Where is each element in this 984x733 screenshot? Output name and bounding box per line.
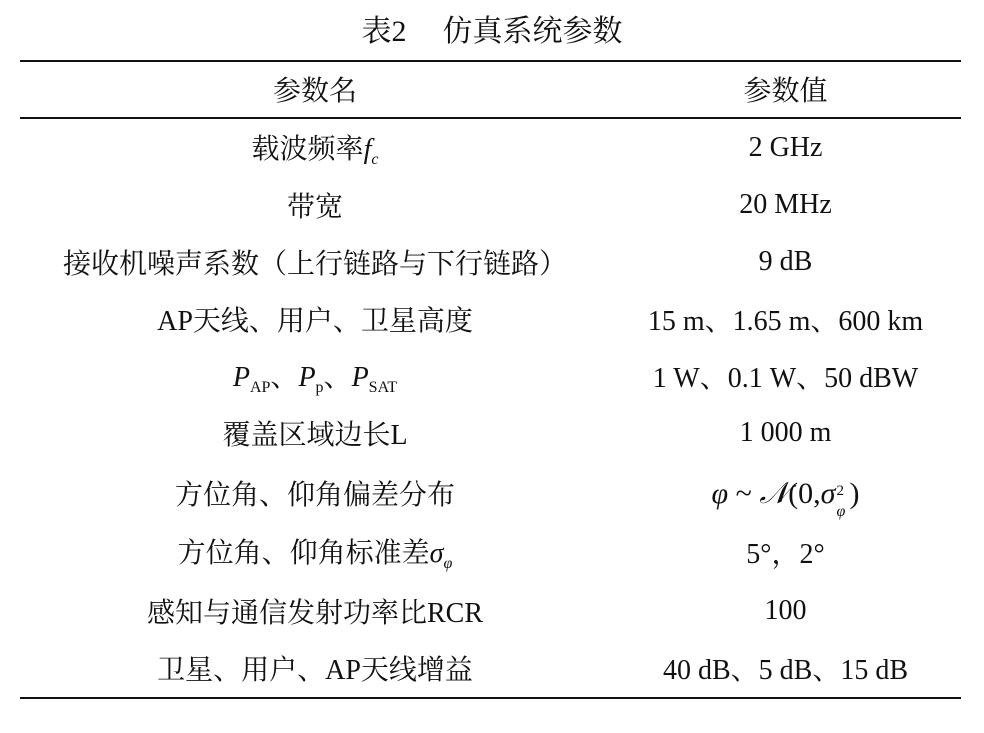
row-name: 覆盖区域边长L [222,420,408,451]
row-value: 5°，2° [746,539,825,570]
row-name: 感知与通信发射功率比RCR [146,598,484,629]
row-value: 1 W、0.1 W、50 dBW [652,363,919,394]
table-row [20,523,961,581]
row-value-formula: φ ~ 𝒩(0,σ 2 φ ) [711,475,860,520]
table-row [20,119,961,177]
table-row [20,233,961,291]
bottom-rule [20,697,961,699]
row-name: 接收机噪声系数（上行链路与下行链路） [62,249,567,280]
header-param-value: 参数值 [743,75,828,107]
table-row [20,639,961,697]
table-row [20,582,961,640]
row-value: 100 [764,595,807,626]
row-name: $P_{AP}$、$P_p$、$P_{SAT}$ [232,362,398,396]
table-row [20,290,961,348]
row-value: 20 MHz [739,189,832,220]
table-header-row [20,60,961,117]
row-name: 方位角、仰角标准差$\sigma_\varphi$ [177,538,453,572]
row-value: 40 dB、5 dB、15 dB [662,655,909,686]
row-value: 1 000 m [739,417,832,448]
table-caption [0,12,984,52]
table-number: 表2 [361,15,407,48]
row-value: 9 dB [758,246,813,277]
row-value: 15 m、1.65 m、600 km [647,306,924,337]
table-row [20,463,961,523]
row-name: 方位角、仰角偏差分布 [174,480,455,511]
header-param-name: 参数名 [272,75,357,107]
row-name: 载波频率$f_c$ [251,134,379,168]
row-value: 2 GHz [748,132,823,163]
row-name: 带宽 [286,192,343,223]
row-name: AP天线、用户、卫星高度 [157,306,473,337]
table-row [20,347,961,405]
table-row [20,176,961,234]
row-name: 卫星、用户、AP天线增益 [157,655,473,686]
table-title: 仿真系统参数 [442,15,623,48]
table-row [20,404,961,462]
